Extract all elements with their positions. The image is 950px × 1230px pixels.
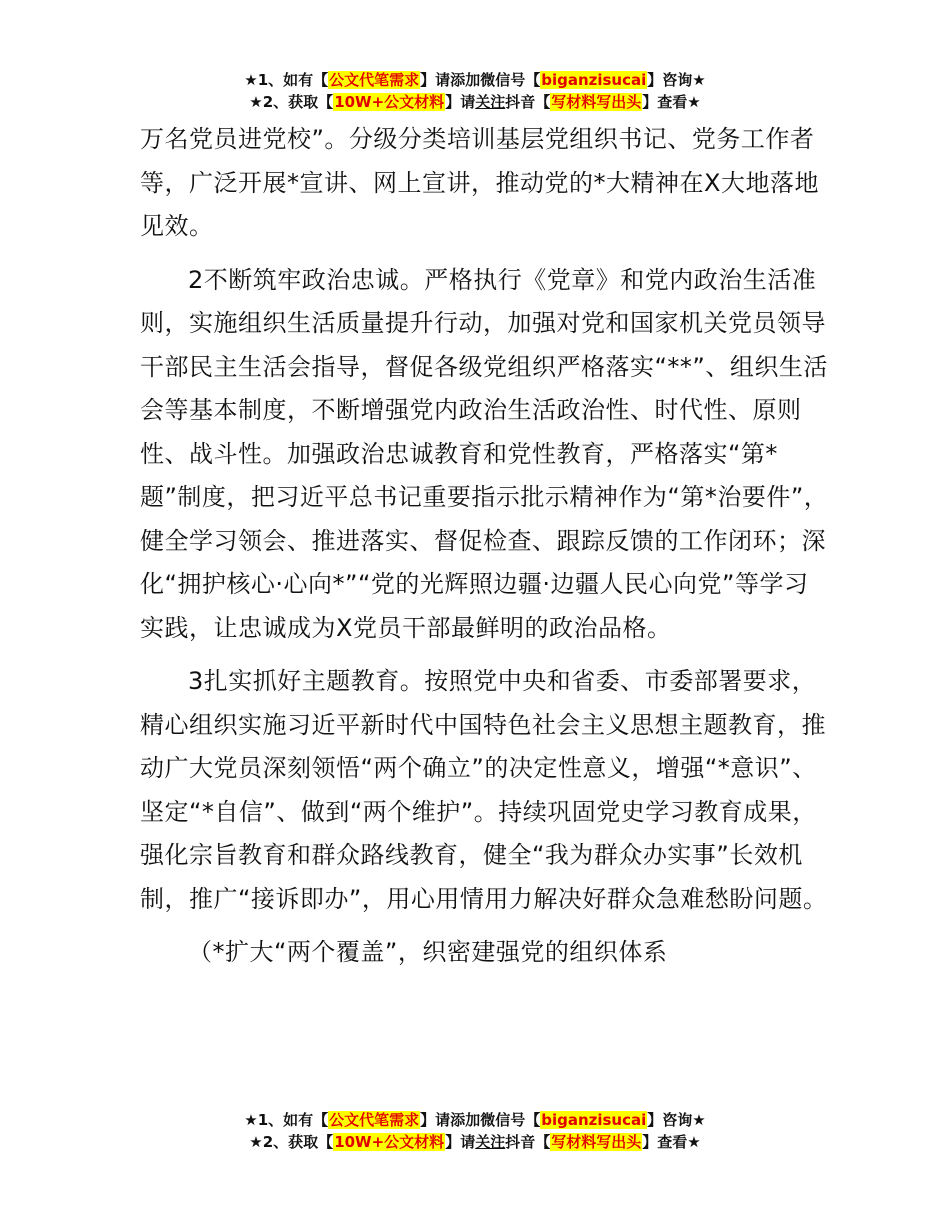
promo-highlight-service: 公文代笔需求 <box>329 71 420 89</box>
promo-underlined-text: 关注 <box>475 1133 506 1151</box>
promo-text: 抖音【 <box>505 93 551 111</box>
promo-text: 加 <box>465 71 481 89</box>
promo-text: ★1、如有【 <box>244 71 329 89</box>
document-body <box>140 118 830 975</box>
promo-text: 】请 <box>445 93 476 111</box>
top-promo-banner <box>0 69 950 113</box>
promo-highlight-materials: 10W+公文材料 <box>334 1133 445 1151</box>
promo-highlight-materials: 10W+公文材料 <box>334 93 445 111</box>
promo-highlight-account: 写材料写出头 <box>551 93 642 111</box>
promo-text: 】请添 <box>420 71 466 89</box>
promo-line-1 <box>0 69 950 91</box>
promo-text: 加 <box>465 1111 481 1129</box>
promo-text: 微信号【 <box>480 1111 541 1129</box>
promo-text: ★2、获取【 <box>249 1133 334 1151</box>
promo-text: ★1、如有【 <box>244 1111 329 1129</box>
paragraph-theme-education: 3扎实抓好主题教育。按照党中央和省委、市委部署要求，精心组织实施习近平新时代中国特色社会主义思想主题教育，推动广大党员深刻领悟“两个确立”的决定性意义，增强“*意识”、坚定“*自信”、做到“两个维护”。持续巩固党史学习教育成果，强化宗旨教育和群众路线教育，健全“我为群众办实事”长效机制，推广“接诉即办”，用心用情用力解决好群众急难愁盼问题。 <box>140 667 828 913</box>
paragraph-political-loyalty: 2不断筑牢政治忠诚。严格执行《党章》和党内政治生活准则，实施组织生活质量提升行动，加强对党和国家机关党员领导干部民主生活会指导，督促各级党组织严格落实“**”、组织生活会等基本制度，不断增强党内政治生活政治性、时代性、原则性、战斗性。加强政治忠诚教育和党性教育，严格落实“第*题”制度，把习近平总书记重要指示批示精神作为“第*治要件”，健全学习领会、推进落实、督促检查、跟踪反馈的工作闭环；深化“拥护核心·心向*”“党的光辉照边疆·边疆人民心向党”等学习实践，让忠诚成为X党员干部最鲜明的政治品格。 <box>140 265 829 642</box>
section-heading: （*扩大“两个覆盖”，织密建强党的组织体系 <box>188 938 668 966</box>
promo-line-2 <box>0 91 950 113</box>
promo-text: 微信号【 <box>480 71 541 89</box>
paragraph-continuation: 万名党员进党校”。分级分类培训基层党组织书记、党务工作者等，广泛开展*宣讲、网上宣讲，推动党的*大精神在X大地落地见效。 <box>140 125 819 240</box>
promo-text: 】咨询★ <box>647 71 706 89</box>
promo-line-2 <box>0 1131 950 1153</box>
promo-text: 】请 <box>445 1133 476 1151</box>
bottom-promo-banner <box>0 1109 950 1153</box>
promo-highlight-wechat-id: biganzisucai <box>541 1111 647 1129</box>
promo-highlight-wechat-id: biganzisucai <box>541 71 647 89</box>
promo-line-1 <box>0 1109 950 1131</box>
promo-text: 】请添 <box>420 1111 466 1129</box>
promo-underlined-text: 关注 <box>475 93 506 111</box>
promo-text: 】查看★ <box>642 1133 701 1151</box>
promo-text: 】咨询★ <box>647 1111 706 1129</box>
promo-text: 抖音【 <box>505 1133 551 1151</box>
promo-highlight-service: 公文代笔需求 <box>329 1111 420 1129</box>
promo-highlight-account: 写材料写出头 <box>551 1133 642 1151</box>
promo-text: 】查看★ <box>642 93 701 111</box>
promo-text: ★2、获取【 <box>249 93 334 111</box>
